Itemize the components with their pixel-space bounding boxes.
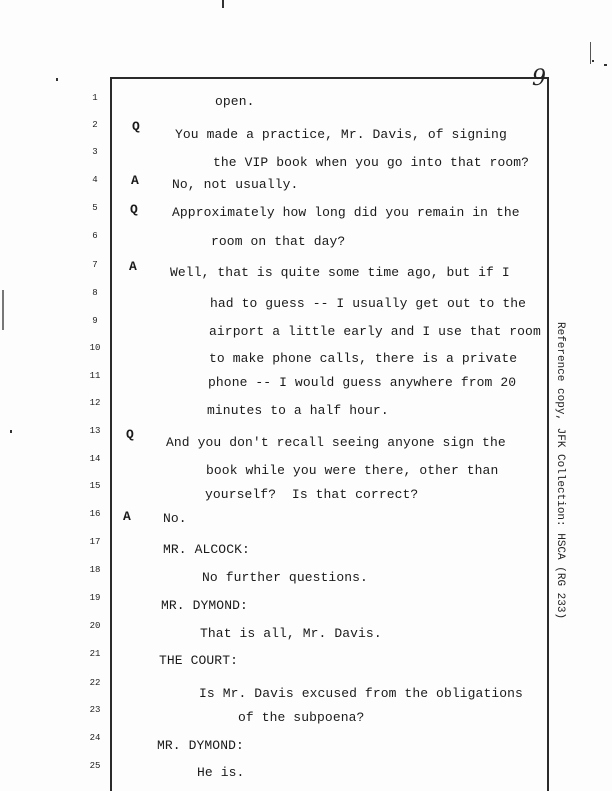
line-number: 19 bbox=[89, 593, 101, 603]
transcript-line: He is. bbox=[197, 765, 245, 780]
line-number: 22 bbox=[89, 678, 101, 688]
line-number: 5 bbox=[92, 203, 98, 213]
line-number: 6 bbox=[92, 231, 98, 241]
transcript-line: of the subpoena? bbox=[238, 710, 365, 725]
answer-marker: A bbox=[131, 173, 139, 188]
answer-marker: A bbox=[129, 259, 137, 274]
page-border-left bbox=[110, 78, 112, 791]
transcript-line: airport a little early and I use that room bbox=[209, 324, 541, 339]
line-number: 8 bbox=[92, 288, 98, 298]
transcript-line: room on that day? bbox=[211, 234, 346, 249]
line-number: 25 bbox=[89, 761, 101, 771]
line-number: 1 bbox=[92, 93, 98, 103]
line-number: 3 bbox=[92, 147, 98, 157]
page-border-top bbox=[110, 77, 548, 79]
speaker-label: MR. ALCOCK: bbox=[163, 542, 250, 557]
transcript-line: That is all, Mr. Davis. bbox=[200, 626, 382, 641]
page-number: 9 bbox=[532, 66, 546, 91]
transcript-line: No further questions. bbox=[202, 570, 368, 585]
transcript-line: the VIP book when you go into that room? bbox=[213, 155, 530, 170]
transcript-line: yourself? Is that correct? bbox=[205, 487, 419, 502]
line-number: 7 bbox=[92, 260, 98, 270]
transcript-line: Well, that is quite some time ago, but if I bbox=[170, 265, 510, 280]
line-number: 4 bbox=[92, 175, 98, 185]
transcript-line: And you don't recall seeing anyone sign the bbox=[166, 435, 506, 450]
question-marker: Q bbox=[132, 119, 140, 134]
line-number: 10 bbox=[89, 343, 101, 353]
transcript-line: Is Mr. Davis excused from the obligations bbox=[199, 686, 523, 701]
transcript-line: No, not usually. bbox=[172, 177, 299, 192]
line-number: 9 bbox=[92, 316, 98, 326]
line-number: 17 bbox=[89, 537, 101, 547]
line-number: 11 bbox=[89, 371, 101, 381]
transcript-line: You made a practice, Mr. Davis, of signing bbox=[175, 127, 507, 142]
question-marker: Q bbox=[126, 427, 134, 442]
line-number: 12 bbox=[89, 398, 101, 408]
transcript-line: open. bbox=[215, 94, 255, 109]
transcript-line: book while you were there, other than bbox=[206, 463, 499, 478]
line-number: 18 bbox=[89, 565, 101, 575]
line-number: 20 bbox=[89, 621, 101, 631]
speaker-label: THE COURT: bbox=[159, 653, 239, 668]
speaker-label: MR. DYMOND: bbox=[161, 598, 248, 613]
line-number: 16 bbox=[89, 509, 101, 519]
scan-artifact bbox=[56, 78, 58, 81]
scan-artifact bbox=[604, 64, 607, 66]
line-number: 21 bbox=[89, 649, 101, 659]
scan-artifact bbox=[10, 430, 12, 433]
line-number: 2 bbox=[92, 120, 98, 130]
transcript-line: had to guess -- I usually get out to the bbox=[210, 296, 527, 311]
transcript-line: minutes to a half hour. bbox=[207, 403, 389, 418]
line-number: 23 bbox=[89, 705, 101, 715]
transcript-line: Approximately how long did you remain in the bbox=[172, 205, 520, 220]
page-border-right bbox=[547, 77, 549, 791]
line-number: 24 bbox=[89, 733, 101, 743]
scan-artifact bbox=[590, 42, 591, 64]
line-number: 13 bbox=[89, 426, 101, 436]
line-number: 14 bbox=[89, 454, 101, 464]
transcript-line: No. bbox=[163, 511, 187, 526]
line-number: 15 bbox=[89, 481, 101, 491]
question-marker: Q bbox=[130, 202, 138, 217]
archive-stamp: Reference copy, JFK Collection: HSCA (RG 233) bbox=[554, 322, 566, 620]
transcript-line: to make phone calls, there is a private bbox=[209, 351, 518, 366]
transcript-line: phone -- I would guess anywhere from 20 bbox=[208, 375, 517, 390]
scan-artifact bbox=[2, 290, 4, 330]
speaker-label: MR. DYMOND: bbox=[157, 738, 244, 753]
answer-marker: A bbox=[123, 509, 131, 524]
scan-artifact bbox=[222, 0, 224, 8]
scan-artifact bbox=[592, 60, 594, 62]
